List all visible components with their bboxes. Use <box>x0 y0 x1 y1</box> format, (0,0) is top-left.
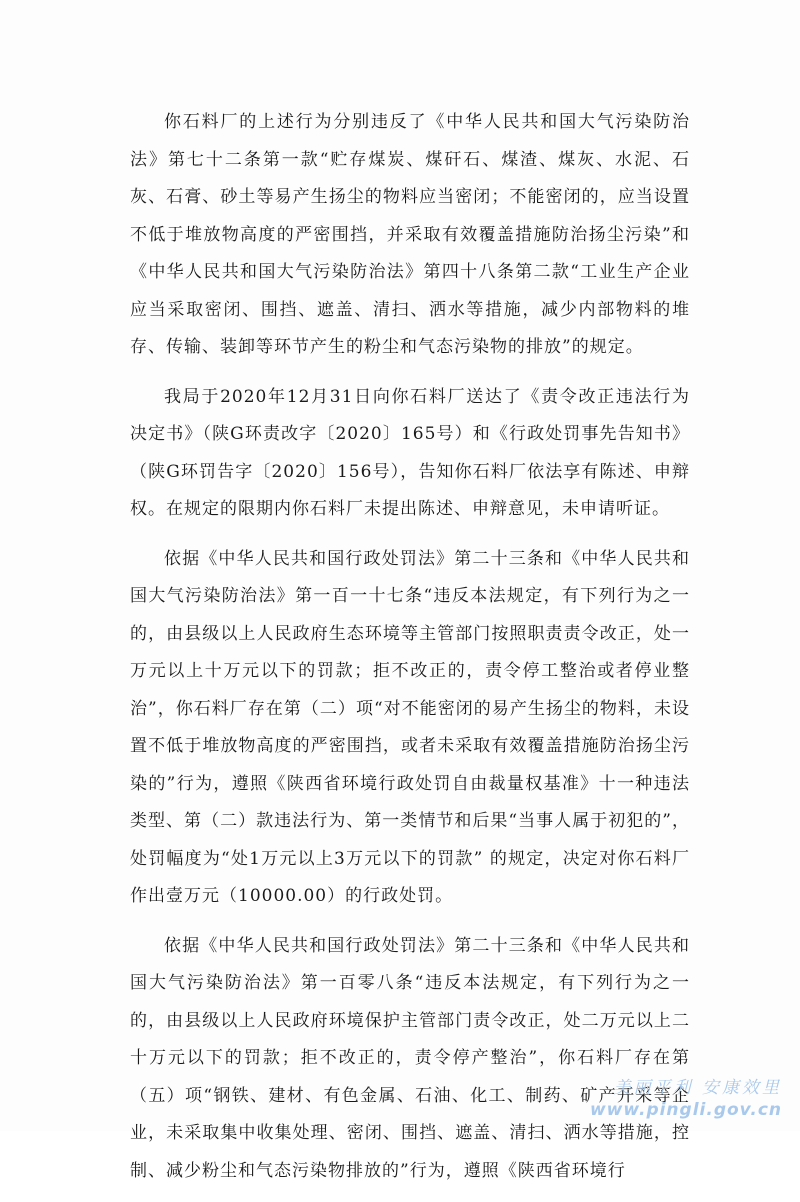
watermark-url: www.pingli.gov.cn <box>589 1100 782 1120</box>
paragraph-second-penalty-basis: 依据《中华人民共和国行政处罚法》第二十三条和《中华人民共和国大气污染防治法》第一百零八条“违反本法规定，有下列行为之一的，由县级以上人民政府环境保护主管部门责令改正，处二万元以上二十万元以下的罚款；拒不改正的，责令停产整治”，你石料厂存在第（五）项“钢铁、建材、有色金属、石油、化工、制药、矿产开采等企业，未采取集中收集处理、密闭、围挡、遮盖、清扫、洒水等措施，控制、减少粉尘和气态污染物排放的”行为，遵照《陕西省环境行 <box>130 935 690 1181</box>
watermark-slogan: 美丽平利 安康效里 <box>613 1078 782 1098</box>
paragraph-notice-delivery: 我局于2020年12月31日向你石料厂送达了《责令改正违法行为决定书》（陕G环责改字〔2020〕165号）和《行政处罚事先告知书》（陕G环罚告字〔2020〕156号），告知你石料厂依法享有陈述、申辩权。在规定的限期内你石料厂未提出陈述、申辩意见，未申请听证。 <box>130 386 690 519</box>
site-watermark <box>582 1077 782 1121</box>
document-body <box>130 104 690 1202</box>
paragraph-penalty-decision: 依据《中华人民共和国行政处罚法》第二十三条和《中华人民共和国大气污染防治法》第一百一十七条“违反本法规定，有下列行为之一的，由县级以上人民政府生态环境等主管部门按照职责责令改正，处一万元以上十万元以下的罚款；拒不改正的，责令停工整治或者停业整治”，你石料厂存在第（二）项“对不能密闭的易产生扬尘的物料，未设置不低于堆放物高度的严密围挡，或者未采取有效覆盖措施防治扬尘污染的”行为，遵照《陕西省环境行政处罚自由裁量权基准》十一种违法类型、第（二）款违法行为、第一类情节和后果“当事人属于初犯的”，处罚幅度为“处1万元以上3万元以下的罚款” 的规定，决定对你石料厂作出壹万元（10000.00）的行政处罚。 <box>130 548 690 906</box>
paragraph-violation-statement: 你石料厂的上述行为分别违反了《中华人民共和国大气污染防治法》第七十二条第一款“贮存煤炭、煤矸石、煤渣、煤灰、水泥、石灰、石膏、砂土等易产生扬尘的物料应当密闭；不能密闭的，应当设置不低于堆放物高度的严密围挡，并采取有效覆盖措施防治扬尘污染”和《中华人民共和国大气污染防治法》第四十八条第二款“工业生产企业应当采取密闭、围挡、遮盖、清扫、洒水等措施，减少内部物料的堆存、传输、装卸等环节产生的粉尘和气态污染物的排放”的规定。 <box>130 112 690 357</box>
